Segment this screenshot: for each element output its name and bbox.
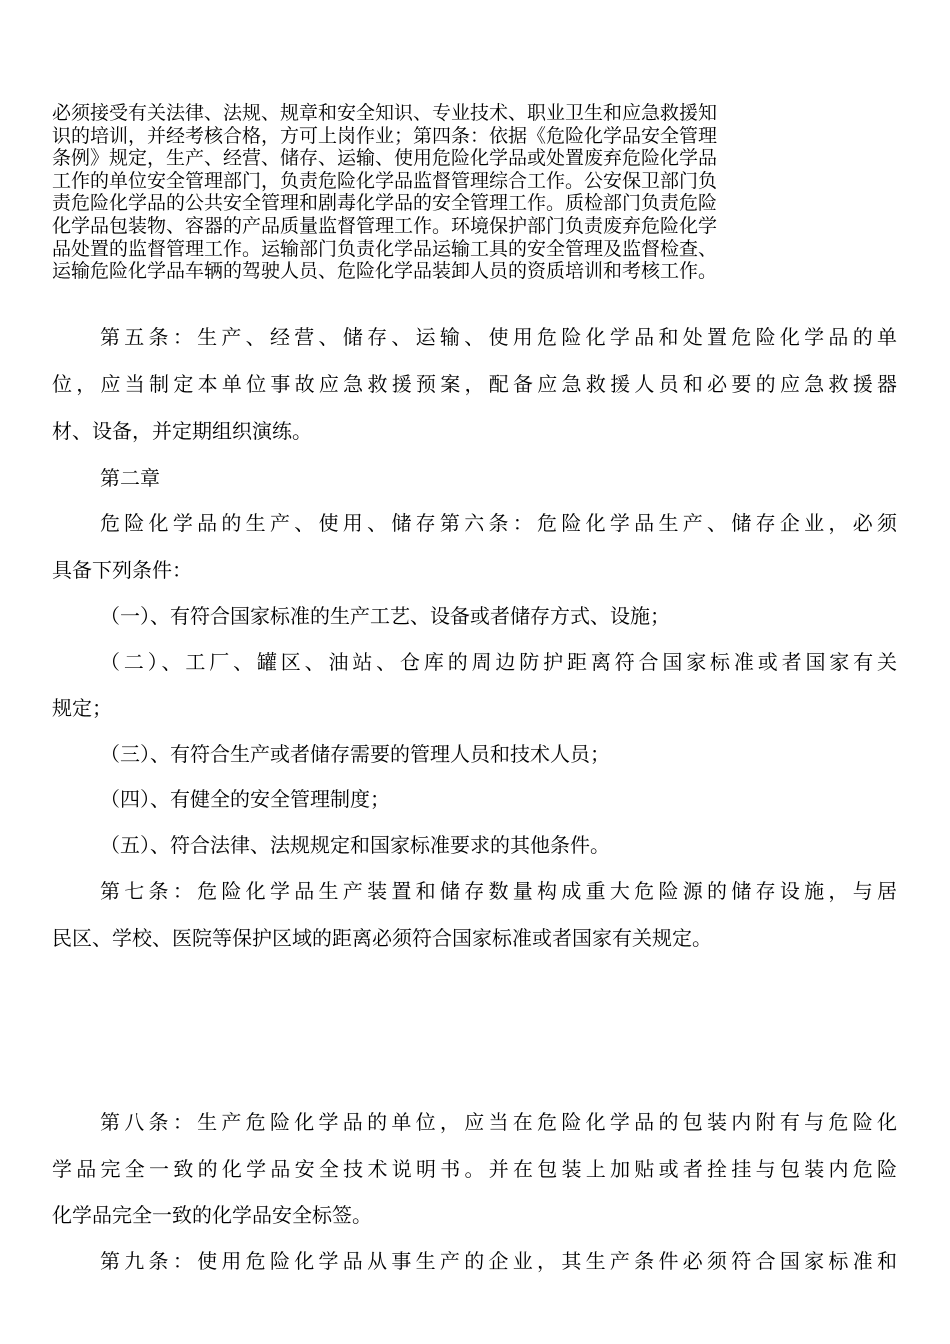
- intro-line: 条例》规定，生产、经营、储存、运输、使用危险化学品或处置废弃危险化学品: [52, 147, 718, 170]
- condition-4: （四）、有健全的安全管理制度；: [100, 787, 390, 811]
- article8-line2: 学品完全一致的化学品安全技术说明书。并在包装上加贴或者拴挂与包装内危险: [52, 1157, 897, 1181]
- chapter-heading: 第二章: [100, 466, 160, 490]
- intro-line: 识的培训，并经考核合格，方可上岗作业；第四条：依据《危险化学品安全管理: [52, 124, 718, 147]
- condition-2-line1: （二）、工厂、罐区、油站、仓库的周边防护距离符合国家标准或者国家有关: [100, 650, 897, 674]
- article8-line1: 第八条：生产危险化学品的单位，应当在危险化学品的包装内附有与危险化: [100, 1110, 897, 1134]
- intro-line: 必须接受有关法律、法规、规章和安全知识、专业技术、职业卫生和应急救援知: [52, 102, 718, 124]
- article6-line2: 具备下列条件：: [52, 558, 192, 582]
- article5-line1: 第五条：生产、经营、储存、运输、使用危险化学品和处置危险化学品的单: [100, 325, 897, 349]
- article6-line1: 危险化学品的生产、使用、储存第六条：危险化学品生产、储存企业，必须: [100, 511, 897, 535]
- intro-line: 工作的单位安全管理部门，负责危险化学品监督管理综合工作。公安保卫部门负: [52, 169, 718, 192]
- condition-2-line2: 规定；: [52, 696, 112, 720]
- article5-line2: 位，应当制定本单位事故应急救援预案，配备应急救援人员和必要的应急救援器: [52, 372, 897, 396]
- article9-line1: 第九条：使用危险化学品从事生产的企业，其生产条件必须符合国家标准和: [100, 1249, 897, 1273]
- intro-paragraph: [52, 102, 852, 283]
- article8-line3: 化学品完全一致的化学品安全标签。: [52, 1203, 372, 1227]
- article7-line2: 民区、学校、医院等保护区域的距离必须符合国家标准或者国家有关规定。: [52, 926, 712, 950]
- intro-line: 运输危险化学品车辆的驾驶人员、危险化学品装卸人员的资质培训和考核工作。: [52, 260, 718, 283]
- intro-line: 品处置的监督管理工作。运输部门负责化学品运输工具的安全管理及监督检查、: [52, 237, 718, 260]
- condition-3: （三）、有符合生产或者储存需要的管理人员和技术人员；: [100, 742, 610, 766]
- condition-1: （一）、有符合国家标准的生产工艺、设备或者储存方式、设施；: [100, 604, 670, 628]
- article7-line1: 第七条：危险化学品生产装置和储存数量构成重大危险源的储存设施，与居: [100, 879, 897, 903]
- intro-line: 化学品包装物、容器的产品质量监督管理工作。环境保护部门负责废弃危险化学: [52, 214, 718, 237]
- article5-line3: 材、设备，并定期组织演练。: [52, 419, 312, 443]
- condition-5: （五）、符合法律、法规规定和国家标准要求的其他条件。: [100, 833, 610, 857]
- intro-line: 责危险化学品的公共安全管理和剧毒化学品的安全管理工作。质检部门负责危险: [52, 192, 718, 215]
